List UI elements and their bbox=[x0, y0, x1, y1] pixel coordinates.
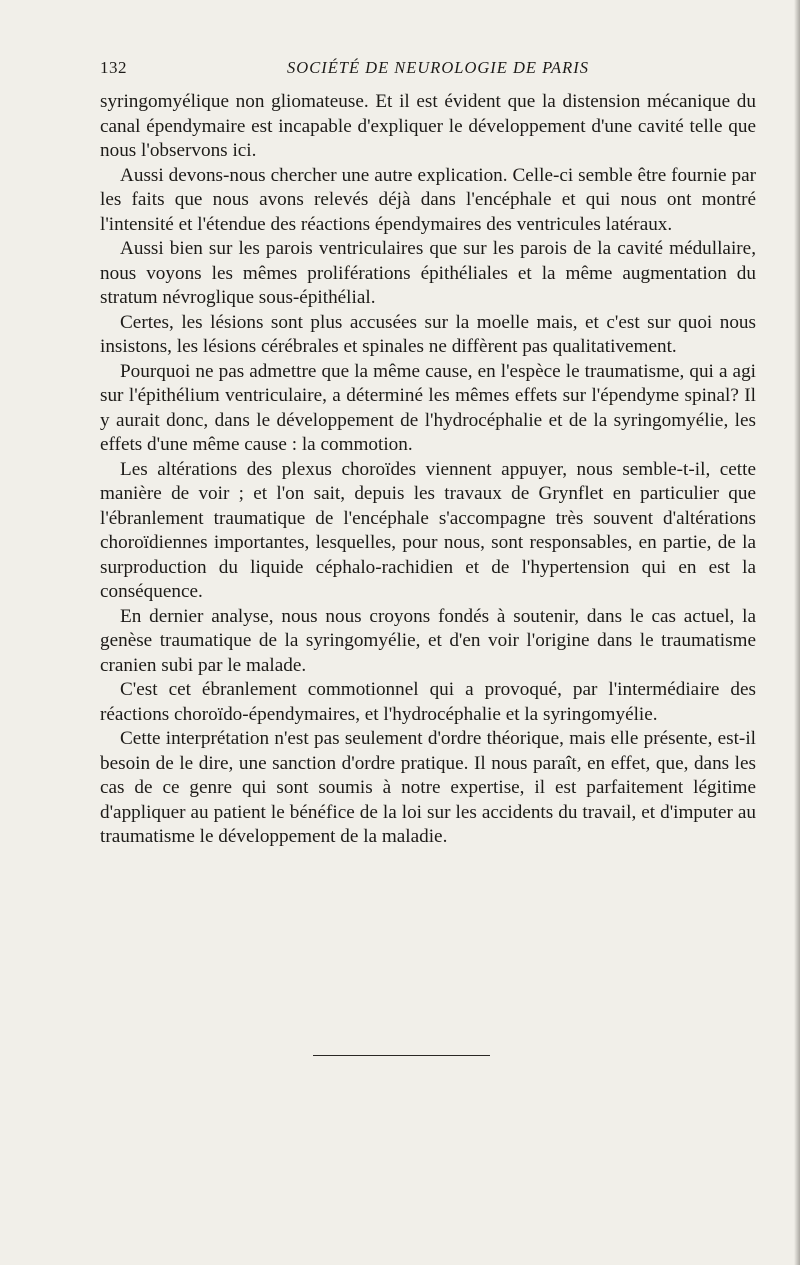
closing-rule bbox=[313, 1055, 490, 1056]
body-text bbox=[100, 90, 756, 850]
paragraph-8: C'est cet ébranlement commotionnel qui a provoqué, par l'intermédiaire des réactions choroïdo-épendymaires, et l'hydrocéphalie et la syringomyélie. bbox=[100, 679, 756, 725]
paragraph-1: syringomyélique non gliomateuse. Et il est évident que la distension mécanique du canal épendymaire est incapable d'expliquer le développement d'une cavité telle que nous l'observons ici. bbox=[100, 91, 756, 161]
paragraph-2: Aussi devons-nous chercher une autre explication. Celle-ci semble être fournie par les faits que nous avons relevés déjà dans l'encéphale et qui nous ont montré l'intensité et l'étendue des réactions épendymaires des ventricules latéraux. bbox=[100, 164, 756, 235]
running-title: SOCIÉTÉ DE NEUROLOGIE DE PARIS bbox=[287, 58, 589, 77]
page-edge-shadow bbox=[794, 0, 800, 1265]
page-number: 132 bbox=[100, 58, 127, 77]
paragraph-9: Cette interprétation n'est pas seulement d'ordre théorique, mais elle présente, est-il besoin de le dire, une sanction d'ordre pratique. Il nous paraît, en effet, que, dans les cas de ce genre qui sont soumis à notre expertise, il est parfaitement légitime d'appliquer au patient le bénéfice de la loi sur les accidents du travail, et d'imputer au traumatisme le développement de la maladie. bbox=[100, 728, 756, 847]
paragraph-7: En dernier analyse, nous nous croyons fondés à soutenir, dans le cas actuel, la genèse traumatique de la syringomyélie, et d'en voir l'origine dans le traumatisme cranien subi par le malade. bbox=[100, 605, 756, 676]
paragraph-6: Les altérations des plexus choroïdes viennent appuyer, nous semble-t-il, cette manière de voir ; et l'on sait, depuis les travaux de Grynflet en particulier que l'ébranlement traumatique de l'encéphale s'accompagne très souvent d'altérations choroïdiennes importantes, lesquelles, pour nous, sont responsables, en partie, de la surproduction du liquide céphalo-rachidien et de l'hypertension qui en est la conséquence. bbox=[100, 458, 756, 602]
page-header bbox=[100, 58, 756, 82]
paragraph-4: Certes, les lésions sont plus accusées sur la moelle mais, et c'est sur quoi nous insistons, les lésions cérébrales et spinales ne diffèrent pas qualitativement. bbox=[100, 311, 756, 357]
paragraph-5: Pourquoi ne pas admettre que la même cause, en l'espèce le traumatisme, qui a agi sur l'épithélium ventriculaire, a déterminé les mêmes effets sur l'épendyme spinal? Il y aurait donc, dans le développement de l'hydrocéphalie et de la syringomyélie, les effets d'une même cause : la commotion. bbox=[100, 360, 756, 455]
paragraph-3: Aussi bien sur les parois ventriculaires que sur les parois de la cavité médullaire, nous voyons les mêmes proliférations épithéliales et la même augmentation du stratum névroglique sous-épithélial. bbox=[100, 238, 756, 308]
